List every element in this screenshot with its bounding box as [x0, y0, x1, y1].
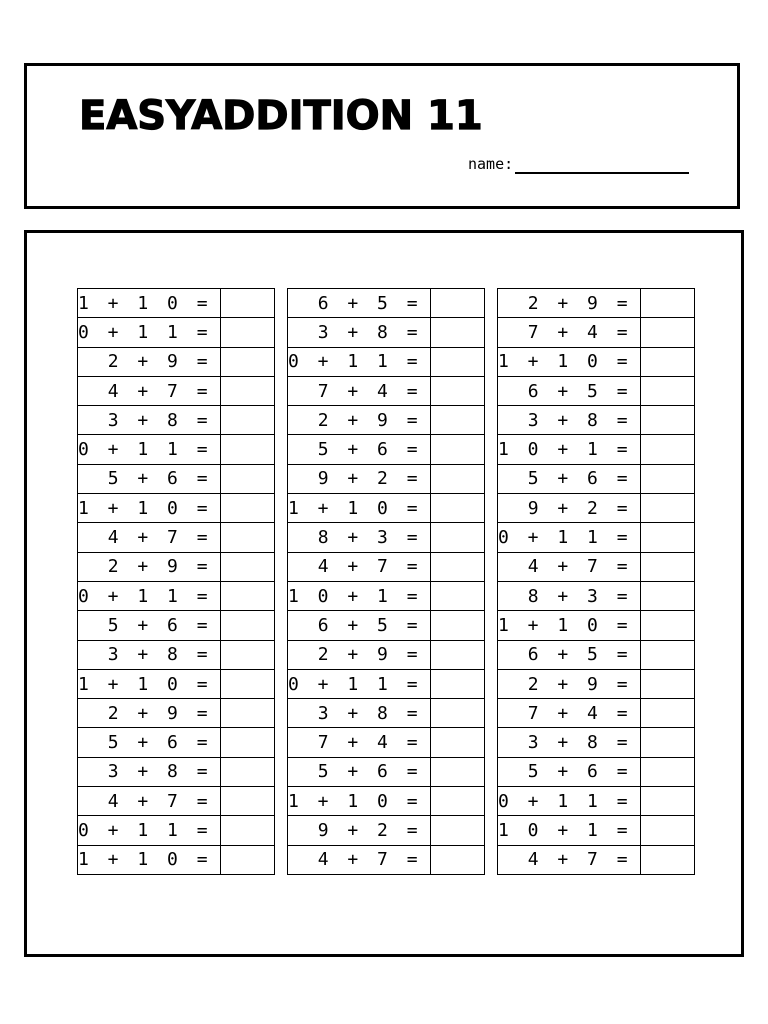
- problem-row: [288, 406, 485, 435]
- problem-text: 0 + 1 1 =: [78, 318, 221, 347]
- answer-box[interactable]: [220, 376, 274, 405]
- problem-row: [288, 640, 485, 669]
- problem-row: [78, 347, 275, 376]
- problem-row: [288, 669, 485, 698]
- problem-text: 1 + 1 0 =: [78, 289, 221, 318]
- problem-row: [498, 552, 695, 581]
- answer-box[interactable]: [640, 523, 694, 552]
- problem-text: 4 + 7 =: [288, 552, 431, 581]
- answer-box[interactable]: [640, 640, 694, 669]
- answer-box[interactable]: [220, 757, 274, 786]
- problem-row: [288, 552, 485, 581]
- problem-row: [78, 640, 275, 669]
- answer-box[interactable]: [640, 581, 694, 610]
- problem-text: 0 + 1 1 =: [288, 669, 431, 698]
- problem-text: 0 + 1 1 =: [498, 523, 641, 552]
- problem-row: [288, 611, 485, 640]
- answer-box[interactable]: [220, 787, 274, 816]
- problem-row: [78, 581, 275, 610]
- problem-row: [498, 757, 695, 786]
- problem-text: 5 + 6 =: [498, 757, 641, 786]
- answer-box[interactable]: [220, 816, 274, 845]
- worksheet-title: EASYADDITION 11: [79, 93, 483, 139]
- problem-text: 4 + 7 =: [288, 845, 431, 874]
- problem-text: 4 + 7 =: [78, 787, 221, 816]
- answer-box[interactable]: [220, 318, 274, 347]
- problem-row: [288, 523, 485, 552]
- problem-row: [288, 816, 485, 845]
- problem-row: [288, 728, 485, 757]
- answer-box[interactable]: [640, 289, 694, 318]
- answer-box[interactable]: [220, 523, 274, 552]
- answer-box[interactable]: [640, 347, 694, 376]
- answer-box[interactable]: [220, 552, 274, 581]
- answer-box[interactable]: [430, 289, 484, 318]
- answer-box[interactable]: [640, 552, 694, 581]
- problem-text: 3 + 8 =: [498, 728, 641, 757]
- answer-box[interactable]: [640, 464, 694, 493]
- problem-text: 1 + 1 0 =: [498, 611, 641, 640]
- problem-row: [288, 464, 485, 493]
- problem-row: [78, 611, 275, 640]
- worksheet-header: [24, 63, 740, 209]
- problem-text: 2 + 9 =: [498, 289, 641, 318]
- problem-text: 1 0 + 1 =: [498, 816, 641, 845]
- answer-box[interactable]: [640, 787, 694, 816]
- name-label: name:: [468, 155, 514, 173]
- problem-row: [498, 494, 695, 523]
- answer-box[interactable]: [220, 494, 274, 523]
- answer-box[interactable]: [220, 611, 274, 640]
- answer-box[interactable]: [640, 406, 694, 435]
- problem-row: [498, 787, 695, 816]
- problem-row: [288, 699, 485, 728]
- answer-box[interactable]: [640, 699, 694, 728]
- problem-row: [498, 669, 695, 698]
- problem-text: 7 + 4 =: [498, 699, 641, 728]
- answer-box[interactable]: [430, 669, 484, 698]
- problem-text: 5 + 6 =: [78, 728, 221, 757]
- problem-row: [78, 669, 275, 698]
- problem-row: [288, 318, 485, 347]
- answer-box[interactable]: [430, 581, 484, 610]
- problem-text: 1 0 + 1 =: [498, 435, 641, 464]
- problem-text: 6 + 5 =: [498, 376, 641, 405]
- problem-row: [498, 376, 695, 405]
- problem-row: [498, 845, 695, 874]
- problem-row: [288, 581, 485, 610]
- problem-text: 3 + 8 =: [288, 318, 431, 347]
- problem-text: 3 + 8 =: [78, 406, 221, 435]
- answer-box[interactable]: [430, 757, 484, 786]
- problem-text: 8 + 3 =: [498, 581, 641, 610]
- problem-row: [78, 289, 275, 318]
- answer-box[interactable]: [220, 581, 274, 610]
- problem-text: 2 + 9 =: [78, 699, 221, 728]
- answer-box[interactable]: [640, 757, 694, 786]
- problem-text: 6 + 5 =: [498, 640, 641, 669]
- problem-row: [78, 552, 275, 581]
- problem-row: [78, 816, 275, 845]
- problem-text: 4 + 7 =: [78, 376, 221, 405]
- answer-box[interactable]: [220, 289, 274, 318]
- problem-text: 5 + 6 =: [78, 611, 221, 640]
- answer-box[interactable]: [430, 640, 484, 669]
- problem-text: 6 + 5 =: [288, 289, 431, 318]
- answer-box[interactable]: [430, 523, 484, 552]
- problem-row: [288, 289, 485, 318]
- answer-box[interactable]: [220, 728, 274, 757]
- answer-box[interactable]: [220, 347, 274, 376]
- answer-box[interactable]: [220, 699, 274, 728]
- problem-text: 1 + 1 0 =: [78, 845, 221, 874]
- problem-row: [78, 728, 275, 757]
- problem-column-1: [77, 288, 275, 875]
- problem-text: 4 + 7 =: [498, 845, 641, 874]
- problem-text: 2 + 9 =: [78, 347, 221, 376]
- problem-row: [78, 318, 275, 347]
- name-blank-line: [515, 154, 689, 174]
- answer-box[interactable]: [430, 347, 484, 376]
- problem-text: 8 + 3 =: [288, 523, 431, 552]
- problem-text: 1 + 1 0 =: [288, 494, 431, 523]
- problem-text: 3 + 8 =: [78, 640, 221, 669]
- problem-text: 2 + 9 =: [288, 406, 431, 435]
- answer-box[interactable]: [430, 494, 484, 523]
- answer-box[interactable]: [640, 435, 694, 464]
- problem-text: 1 + 1 0 =: [78, 494, 221, 523]
- problem-row: [498, 464, 695, 493]
- problem-row: [288, 376, 485, 405]
- problem-row: [288, 787, 485, 816]
- answer-box[interactable]: [640, 494, 694, 523]
- answer-box[interactable]: [640, 816, 694, 845]
- problem-text: 9 + 2 =: [498, 494, 641, 523]
- answer-box[interactable]: [430, 435, 484, 464]
- answer-box[interactable]: [640, 318, 694, 347]
- problem-row: [78, 406, 275, 435]
- answer-box[interactable]: [430, 406, 484, 435]
- answer-box[interactable]: [220, 845, 274, 874]
- answer-box[interactable]: [640, 669, 694, 698]
- problem-row: [498, 523, 695, 552]
- answer-box[interactable]: [430, 611, 484, 640]
- problem-text: 5 + 6 =: [288, 435, 431, 464]
- problem-column-3: [497, 288, 695, 875]
- problem-row: [288, 347, 485, 376]
- problem-text: 0 + 1 1 =: [288, 347, 431, 376]
- problem-row: [78, 699, 275, 728]
- answer-box[interactable]: [220, 669, 274, 698]
- problem-text: 7 + 4 =: [288, 376, 431, 405]
- problem-text: 7 + 4 =: [288, 728, 431, 757]
- problem-text: 4 + 7 =: [498, 552, 641, 581]
- problem-row: [498, 611, 695, 640]
- problem-text: 0 + 1 1 =: [78, 435, 221, 464]
- problem-text: 1 + 1 0 =: [498, 347, 641, 376]
- problem-row: [498, 435, 695, 464]
- problem-column-2: [287, 288, 485, 875]
- answer-box[interactable]: [430, 552, 484, 581]
- problem-text: 9 + 2 =: [288, 464, 431, 493]
- answer-box[interactable]: [220, 406, 274, 435]
- answer-box[interactable]: [430, 728, 484, 757]
- problem-text: 6 + 5 =: [288, 611, 431, 640]
- problem-text: 1 + 1 0 =: [78, 669, 221, 698]
- answer-box[interactable]: [640, 611, 694, 640]
- problem-text: 1 0 + 1 =: [288, 581, 431, 610]
- problem-text: 5 + 6 =: [78, 464, 221, 493]
- answer-box[interactable]: [430, 816, 484, 845]
- problem-row: [498, 640, 695, 669]
- problem-text: 3 + 8 =: [78, 757, 221, 786]
- name-field: [468, 154, 689, 174]
- answer-box[interactable]: [640, 728, 694, 757]
- problem-row: [498, 699, 695, 728]
- answer-box[interactable]: [220, 435, 274, 464]
- problem-row: [78, 523, 275, 552]
- problem-row: [78, 435, 275, 464]
- answer-box[interactable]: [220, 464, 274, 493]
- problem-row: [498, 347, 695, 376]
- problem-text: 0 + 1 1 =: [78, 816, 221, 845]
- problem-text: 9 + 2 =: [288, 816, 431, 845]
- problem-row: [498, 728, 695, 757]
- problem-text: 2 + 9 =: [288, 640, 431, 669]
- problem-text: 4 + 7 =: [78, 523, 221, 552]
- problem-text: 5 + 6 =: [288, 757, 431, 786]
- problem-text: 3 + 8 =: [498, 406, 641, 435]
- problem-row: [498, 289, 695, 318]
- problem-row: [498, 581, 695, 610]
- answer-box[interactable]: [640, 376, 694, 405]
- problem-row: [78, 845, 275, 874]
- problem-row: [288, 494, 485, 523]
- problem-text: 7 + 4 =: [498, 318, 641, 347]
- problem-row: [288, 757, 485, 786]
- problem-row: [78, 494, 275, 523]
- answer-box[interactable]: [430, 845, 484, 874]
- problem-text: 0 + 1 1 =: [78, 581, 221, 610]
- problem-row: [78, 464, 275, 493]
- problem-row: [498, 318, 695, 347]
- problem-text: 2 + 9 =: [78, 552, 221, 581]
- answer-box[interactable]: [430, 464, 484, 493]
- answer-box[interactable]: [640, 845, 694, 874]
- problem-row: [78, 757, 275, 786]
- answer-box[interactable]: [220, 640, 274, 669]
- problem-row: [78, 787, 275, 816]
- problem-row: [78, 376, 275, 405]
- answer-box[interactable]: [430, 699, 484, 728]
- problem-row: [288, 435, 485, 464]
- problem-text: 3 + 8 =: [288, 699, 431, 728]
- problem-text: 0 + 1 1 =: [498, 787, 641, 816]
- problem-row: [288, 845, 485, 874]
- problem-text: 5 + 6 =: [498, 464, 641, 493]
- problem-row: [498, 406, 695, 435]
- problem-row: [498, 816, 695, 845]
- answer-box[interactable]: [430, 318, 484, 347]
- answer-box[interactable]: [430, 787, 484, 816]
- answer-box[interactable]: [430, 376, 484, 405]
- problem-text: 2 + 9 =: [498, 669, 641, 698]
- problem-text: 1 + 1 0 =: [288, 787, 431, 816]
